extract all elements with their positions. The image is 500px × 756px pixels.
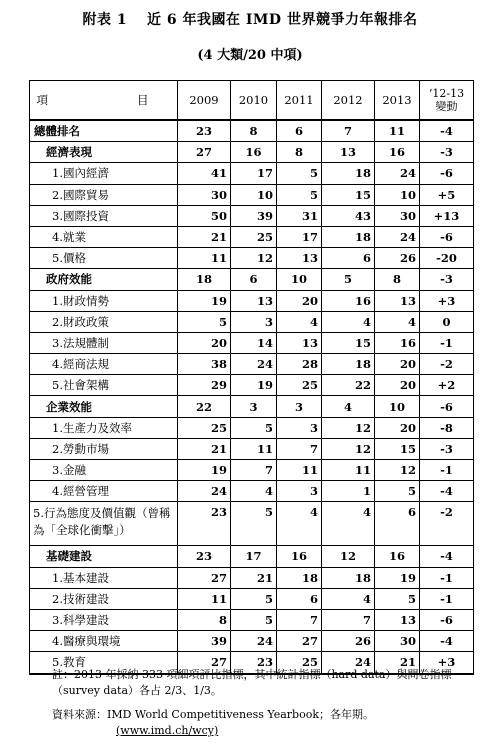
row-label: 1.國內經濟 <box>30 163 178 184</box>
table-row <box>30 354 474 375</box>
rank-cell: 11 <box>178 248 231 269</box>
rank-cell: 19 <box>231 375 277 396</box>
header-year-2010: 2010 <box>231 81 277 121</box>
rank-cell: 8 <box>277 142 322 163</box>
rank-cell: 10 <box>375 396 420 417</box>
rank-cell: 50 <box>178 205 231 226</box>
rank-cell: 24 <box>231 354 277 375</box>
rank-cell: 20 <box>277 290 322 311</box>
category-row <box>30 269 474 290</box>
rank-cell: 12 <box>231 248 277 269</box>
rank-cell: 16 <box>231 142 277 163</box>
table-row <box>30 481 474 502</box>
rank-cell: 13 <box>375 290 420 311</box>
rank-cell: 5 <box>277 163 322 184</box>
rank-cell: 30 <box>375 631 420 652</box>
row-label: 5.社會架構 <box>30 375 178 396</box>
rank-cell: 27 <box>178 142 231 163</box>
row-label: 基礎建設 <box>30 546 178 567</box>
rank-cell: 23 <box>178 502 231 546</box>
rank-cell: 4 <box>231 481 277 502</box>
rank-cell: 19 <box>375 567 420 588</box>
table-row <box>30 460 474 481</box>
row-label: 3.金融 <box>30 460 178 481</box>
table-subtitle: (4 大類/20 中項) <box>197 48 303 63</box>
change-cell: +13 <box>420 205 474 226</box>
rank-cell: 5 <box>231 609 277 630</box>
rank-cell: 12 <box>322 438 375 459</box>
rank-cell: 3 <box>277 417 322 438</box>
rank-cell: 4 <box>322 502 375 546</box>
rank-cell: 11 <box>277 460 322 481</box>
change-cell: -1 <box>420 460 474 481</box>
rank-cell: 18 <box>277 567 322 588</box>
table-title: 附表 1 近 6 年我國在 IMD 世界競爭力年報排名 <box>82 12 418 28</box>
rank-cell: 20 <box>178 332 231 353</box>
rank-cell: 20 <box>375 375 420 396</box>
row-label: 4.醫療與環境 <box>30 631 178 652</box>
table-row <box>30 332 474 353</box>
rank-cell: 25 <box>277 652 322 674</box>
header-year-2012: 2012 <box>322 81 375 121</box>
table-row <box>30 631 474 652</box>
rank-cell: 16 <box>375 332 420 353</box>
table-row <box>30 163 474 184</box>
row-label: 5.教育 <box>30 652 178 674</box>
rank-cell: 6 <box>277 588 322 609</box>
category-row <box>30 546 474 567</box>
rank-cell: 41 <box>178 163 231 184</box>
change-cell: -2 <box>420 354 474 375</box>
rank-cell: 43 <box>322 205 375 226</box>
rank-cell: 38 <box>178 354 231 375</box>
row-label: 3.國際投資 <box>30 205 178 226</box>
table-row <box>30 567 474 588</box>
table-row <box>30 226 474 247</box>
header-year-2013: 2013 <box>375 81 420 121</box>
rank-cell: 5 <box>231 417 277 438</box>
rank-cell: 13 <box>231 290 277 311</box>
rank-cell: 10 <box>277 269 322 290</box>
header-year-2009: 2009 <box>178 81 231 121</box>
rank-cell: 15 <box>375 438 420 459</box>
change-cell: +3 <box>420 652 474 674</box>
rank-cell: 4 <box>277 502 322 546</box>
rank-cell: 25 <box>277 375 322 396</box>
rank-cell: 20 <box>375 417 420 438</box>
rank-cell: 6 <box>231 269 277 290</box>
rank-cell: 24 <box>322 652 375 674</box>
rank-cell: 3 <box>231 311 277 332</box>
rank-cell: 8 <box>231 120 277 142</box>
rank-cell: 5 <box>322 269 375 290</box>
table-row <box>30 248 474 269</box>
rank-cell: 19 <box>178 290 231 311</box>
rank-cell: 13 <box>277 332 322 353</box>
row-label: 5.行為態度及價值觀（曾稱為「全球化衝擊」） <box>30 502 178 546</box>
rank-cell: 4 <box>277 311 322 332</box>
rank-cell: 11 <box>231 438 277 459</box>
change-cell: 0 <box>420 311 474 332</box>
change-cell: -20 <box>420 248 474 269</box>
row-label: 3.科學建設 <box>30 609 178 630</box>
rank-cell: 3 <box>277 481 322 502</box>
rank-cell: 16 <box>375 142 420 163</box>
row-label: 經濟表現 <box>30 142 178 163</box>
category-row <box>30 142 474 163</box>
rank-cell: 3 <box>231 396 277 417</box>
rank-cell: 30 <box>375 205 420 226</box>
table-row <box>30 588 474 609</box>
rank-cell: 8 <box>178 609 231 630</box>
change-cell: -8 <box>420 417 474 438</box>
rank-cell: 39 <box>178 631 231 652</box>
change-cell: -4 <box>420 546 474 567</box>
rank-cell: 16 <box>277 546 322 567</box>
rank-cell: 6 <box>322 248 375 269</box>
change-cell: -4 <box>420 481 474 502</box>
ranking-table <box>29 80 474 675</box>
rank-cell: 13 <box>375 609 420 630</box>
rank-cell: 24 <box>375 163 420 184</box>
rank-cell: 21 <box>178 438 231 459</box>
rank-cell: 39 <box>231 205 277 226</box>
rank-cell: 5 <box>375 588 420 609</box>
rank-cell: 5 <box>178 311 231 332</box>
rank-cell: 30 <box>178 184 231 205</box>
rank-cell: 4 <box>322 396 375 417</box>
rank-cell: 16 <box>375 546 420 567</box>
rank-cell: 18 <box>322 163 375 184</box>
table-body <box>30 120 474 674</box>
rank-cell: 25 <box>231 226 277 247</box>
rank-cell: 5 <box>231 588 277 609</box>
rank-cell: 29 <box>178 375 231 396</box>
rank-cell: 21 <box>375 652 420 674</box>
header-year-2011: 2011 <box>277 81 322 121</box>
change-cell: -1 <box>420 332 474 353</box>
rank-cell: 14 <box>231 332 277 353</box>
header-change: ‘12-13 變動 <box>420 81 474 121</box>
rank-cell: 18 <box>322 567 375 588</box>
table-row <box>30 438 474 459</box>
row-label: 2.勞動市場 <box>30 438 178 459</box>
note-source: 資料來源：IMD World Competitiveness Yearbook；各年期。 <box>52 708 375 721</box>
rank-cell: 7 <box>231 460 277 481</box>
rank-cell: 16 <box>322 290 375 311</box>
change-cell: -1 <box>420 588 474 609</box>
row-label: 4.就業 <box>30 226 178 247</box>
rank-cell: 1 <box>322 481 375 502</box>
rank-cell: 28 <box>277 354 322 375</box>
rank-cell: 12 <box>375 460 420 481</box>
rank-cell: 21 <box>231 567 277 588</box>
change-cell: -6 <box>420 226 474 247</box>
rank-cell: 11 <box>375 120 420 142</box>
note-source-url <box>116 724 218 737</box>
rank-cell: 24 <box>375 226 420 247</box>
change-cell: -6 <box>420 396 474 417</box>
rank-cell: 22 <box>178 396 231 417</box>
rank-cell: 24 <box>231 631 277 652</box>
rank-cell: 23 <box>178 546 231 567</box>
row-label: 4.經營管理 <box>30 481 178 502</box>
note-methodology: 註：2013 年採納 333 項細項評比指標，其中統計指標（hard data）與問卷指標（survey data）各占 2/3、1/3。 <box>52 668 452 697</box>
change-cell: -4 <box>420 120 474 142</box>
rank-cell: 6 <box>277 120 322 142</box>
table-row <box>30 417 474 438</box>
rank-cell: 6 <box>375 502 420 546</box>
category-row <box>30 396 474 417</box>
rank-cell: 23 <box>231 652 277 674</box>
rank-cell: 24 <box>178 481 231 502</box>
table-header-row <box>30 81 474 121</box>
rank-cell: 7 <box>277 438 322 459</box>
source-url: (www.imd.ch/wcy) <box>116 724 219 737</box>
table-row <box>30 290 474 311</box>
rank-cell: 25 <box>178 417 231 438</box>
change-cell: -2 <box>420 502 474 546</box>
rank-cell: 12 <box>322 546 375 567</box>
rank-cell: 5 <box>231 502 277 546</box>
rank-cell: 11 <box>178 588 231 609</box>
row-label: 企業效能 <box>30 396 178 417</box>
row-label: 政府效能 <box>30 269 178 290</box>
row-label: 5.價格 <box>30 248 178 269</box>
row-label: 1.生產力及效率 <box>30 417 178 438</box>
rank-cell: 13 <box>277 248 322 269</box>
rank-cell: 17 <box>231 163 277 184</box>
rank-cell: 13 <box>322 142 375 163</box>
rank-cell: 5 <box>277 184 322 205</box>
rank-cell: 21 <box>178 226 231 247</box>
overall-row <box>30 120 474 142</box>
rank-cell: 23 <box>178 120 231 142</box>
rank-cell: 17 <box>231 546 277 567</box>
change-cell: +3 <box>420 290 474 311</box>
change-cell: -3 <box>420 142 474 163</box>
rank-cell: 18 <box>322 226 375 247</box>
row-label: 3.法規體制 <box>30 332 178 353</box>
rank-cell: 22 <box>322 375 375 396</box>
table-row <box>30 184 474 205</box>
change-cell: -4 <box>420 631 474 652</box>
row-label: 2.國際貿易 <box>30 184 178 205</box>
rank-cell: 12 <box>322 417 375 438</box>
rank-cell: 15 <box>322 184 375 205</box>
rank-cell: 3 <box>277 396 322 417</box>
rank-cell: 19 <box>178 460 231 481</box>
row-label: 2.技術建設 <box>30 588 178 609</box>
rank-cell: 15 <box>322 332 375 353</box>
rank-cell: 5 <box>375 481 420 502</box>
change-cell: -6 <box>420 163 474 184</box>
change-cell: +5 <box>420 184 474 205</box>
row-label: 2.財政政策 <box>30 311 178 332</box>
table-row <box>30 311 474 332</box>
rank-cell: 7 <box>322 609 375 630</box>
rank-cell: 7 <box>322 120 375 142</box>
rank-cell: 31 <box>277 205 322 226</box>
rank-cell: 4 <box>322 311 375 332</box>
rank-cell: 11 <box>322 460 375 481</box>
row-label: 總體排名 <box>30 120 178 142</box>
change-cell: +2 <box>420 375 474 396</box>
change-cell: -3 <box>420 438 474 459</box>
rank-cell: 17 <box>277 226 322 247</box>
row-label: 1.財政情勢 <box>30 290 178 311</box>
row-label: 4.經商法規 <box>30 354 178 375</box>
rank-cell: 10 <box>375 184 420 205</box>
rank-cell: 26 <box>375 248 420 269</box>
change-cell: -6 <box>420 609 474 630</box>
rank-cell: 18 <box>178 269 231 290</box>
header-item: 項 目 <box>30 81 178 121</box>
rank-cell: 10 <box>231 184 277 205</box>
row-label: 1.基本建設 <box>30 567 178 588</box>
rank-cell: 8 <box>375 269 420 290</box>
table-row <box>30 502 474 546</box>
rank-cell: 26 <box>322 631 375 652</box>
rank-cell: 18 <box>322 354 375 375</box>
rank-cell: 27 <box>178 652 231 674</box>
rank-cell: 20 <box>375 354 420 375</box>
rank-cell: 7 <box>277 609 322 630</box>
rank-cell: 4 <box>375 311 420 332</box>
table-row <box>30 609 474 630</box>
rank-cell: 27 <box>178 567 231 588</box>
rank-cell: 4 <box>322 588 375 609</box>
rank-cell: 27 <box>277 631 322 652</box>
change-cell: -3 <box>420 269 474 290</box>
table-row <box>30 205 474 226</box>
change-cell: -1 <box>420 567 474 588</box>
table-row <box>30 375 474 396</box>
